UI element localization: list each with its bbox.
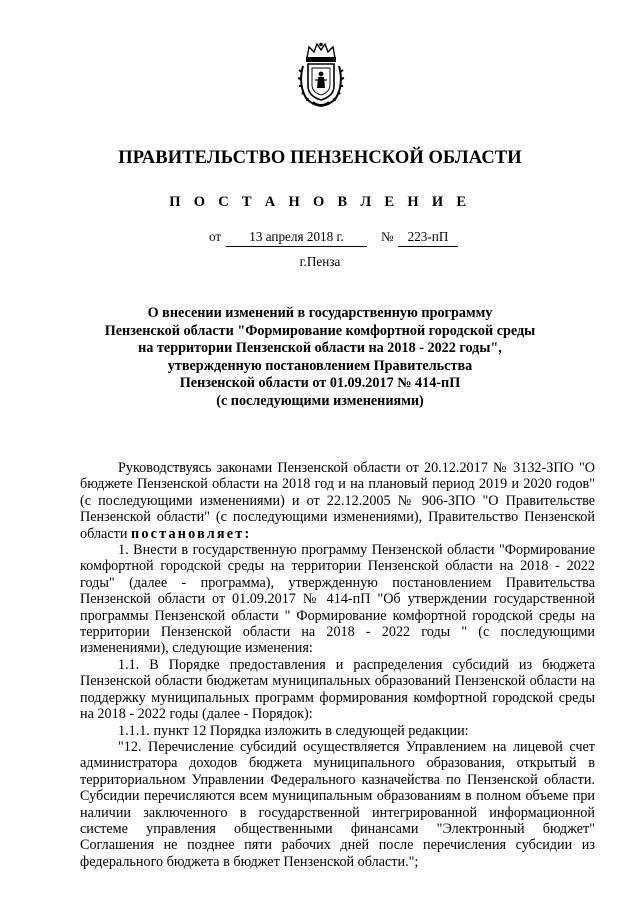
paragraph-quoted-text: "12. Перечисление субсидий осуществляется Управлением на лицевой счет администратора доходов бюджета муниципального образования, открытый в территориальном Управлении Федерального казначейства по Пензенской области. Субсидии перечисляются всем муниципальным образованиям в полном объеме при наличии заключенного в государственной интегрированной информационной системе управления общественными финансами "Электронный бюджет" Соглашения не позднее пяти рабочих дней после перечисления субсидии из федерального бюджета в бюджет Пензенской области."; bbox=[80, 738, 595, 870]
paragraph-item-1-1-1: 1.1.1. пункт 12 Порядка изложить в следующей редакции: bbox=[118, 722, 469, 739]
government-name: ПРАВИТЕЛЬСТВО ПЕНЗЕНСКОЙ ОБЛАСТИ bbox=[118, 148, 522, 168]
paragraph-item-1-1: 1.1. В Порядке предоставления и распределения субсидий из бюджета Пензенской области бюджетам муниципальных образований Пензенской области на поддержку муниципальных программ формирования комфортной городской среды на 2018 - 2022 годы (далее - Порядок): bbox=[80, 656, 595, 723]
document-number: 223-пП bbox=[398, 229, 458, 247]
title-line: утвержденную постановлением Правительства bbox=[167, 357, 473, 374]
title-line: на территории Пензенской области на 2018 - 2022 годы", bbox=[138, 340, 502, 357]
title-line: (с последующими изменениями) bbox=[216, 392, 424, 409]
coat-of-arms-icon bbox=[297, 42, 345, 108]
title-line: Пензенской области "Формирование комфортной городской среды bbox=[104, 322, 536, 339]
preamble-text: Руководствуясь законами Пензенской области от 20.12.2017 № 3132-ЗПО "О бюджете Пензенской области на 2018 год и на плановый период 2019 и 2020 годов" (с последующими изменениями) и от 22.12.2005 № 906-ЗПО "О Правительстве Пензенской области" (с последующими изменениями), Правительство Пензенской области bbox=[80, 460, 595, 542]
document-kind: П О С Т А Н О В Л Е Н И Е bbox=[169, 194, 471, 210]
title-line: О внесении изменений в государственную программу bbox=[147, 305, 493, 321]
date-prefix: от bbox=[209, 229, 222, 244]
title-line: Пензенской области от 01.09.2017 № 414-пП bbox=[179, 375, 461, 392]
paragraph-item-1: 1. Внести в государственную программу Пензенской области "Формирование комфортной городской среды на территории Пензенской области на 2018 - 2022 годы" (далее - программа), утвержденную постановлением Правительства Пензенской области от 01.09.2017 № 414-пП "Об утверждении государственной программы Пензенской области " Формирование комфортной городской среды на территории Пензенской области на 2018 - 2022 годы " (с последующими изменениями), следующие изменения: bbox=[80, 542, 595, 657]
paragraph-preamble bbox=[80, 460, 595, 542]
decree-word: постановляет: bbox=[130, 525, 252, 542]
document-title bbox=[80, 305, 560, 411]
city: г.Пенза bbox=[299, 254, 341, 269]
number-prefix: № bbox=[381, 229, 394, 244]
document-date: 13 апреля 2018 г. bbox=[226, 229, 367, 247]
document-body bbox=[80, 460, 595, 870]
